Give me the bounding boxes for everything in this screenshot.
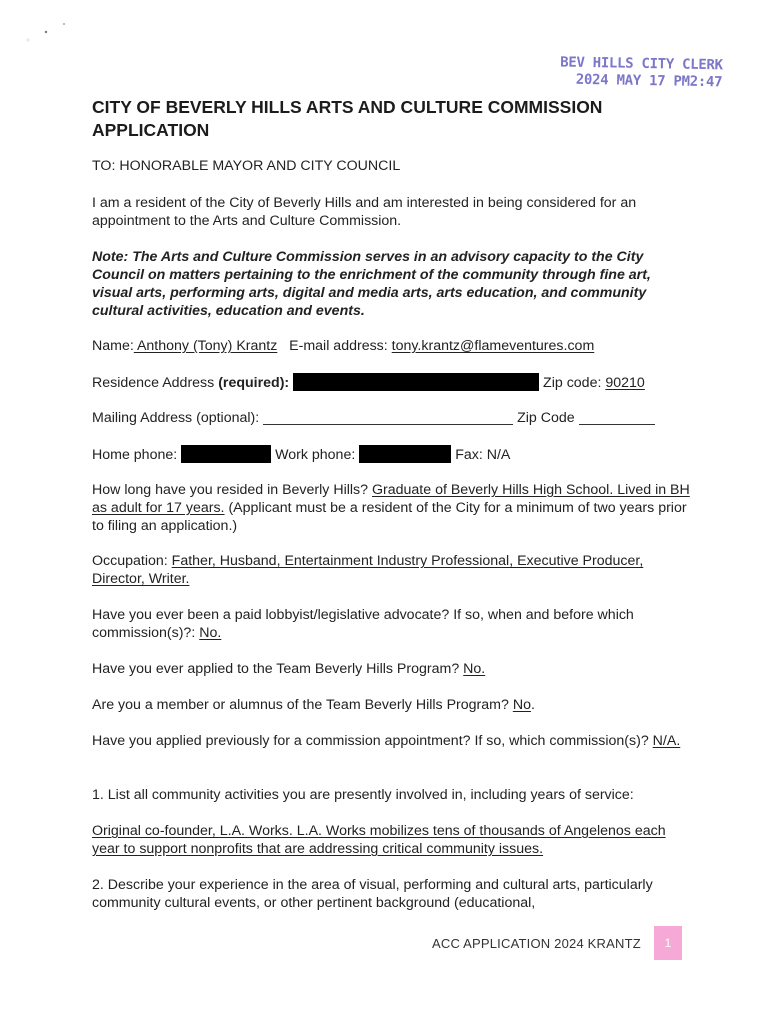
home-phone-redaction: [181, 445, 271, 463]
residence-required: (required):: [218, 375, 290, 391]
email-value: tony.krantz@flameventures.com: [391, 338, 595, 354]
residency-question: How long have you resided in Beverly Hills?: [92, 482, 369, 498]
scan-specks: [20, 10, 80, 50]
residence-row: [92, 373, 692, 392]
lobbyist-answer: No.: [199, 625, 222, 641]
previous-answer: N/A.: [652, 733, 681, 749]
title-line-1: CITY OF BEVERLY HILLS ARTS AND CULTURE COMMISSION: [92, 97, 603, 117]
page-title: [92, 96, 692, 142]
page-number-tab: 1: [654, 926, 682, 960]
fax-label: Fax: N/A: [455, 447, 511, 463]
residency-note: (Applicant must be a resident of the City for a minimum of two years prior to filing an application.): [92, 500, 687, 534]
intro-paragraph: I am a resident of the City of Beverly Hills and am interested in being considered for an appointment to the Arts and Culture Commission.: [92, 195, 637, 229]
footer-label: ACC APPLICATION 2024 KRANTZ: [432, 936, 641, 951]
occupation-label: Occupation:: [92, 553, 168, 569]
mailing-label: Mailing Address (optional):: [92, 410, 260, 426]
team-member-answer: No: [512, 697, 531, 713]
team-applied-question: Have you ever applied to the Team Beverly Hills Program?: [92, 661, 460, 677]
home-phone-label: Home phone:: [92, 447, 178, 463]
name-value: Anthony (Tony) Krantz: [133, 338, 278, 354]
work-phone-label: Work phone:: [275, 447, 356, 463]
occupation-paragraph: [92, 552, 692, 588]
received-stamp: [560, 55, 731, 92]
previous-paragraph: [92, 732, 692, 750]
note-paragraph: Note: The Arts and Culture Commission serves in an advisory capacity to the City Council on matters pertaining to the enrichment of the community through fine art, visual arts, performing arts, digital and media arts, arts education, and community cultural activities, education and events.: [92, 249, 651, 319]
zip-label: Zip code:: [543, 375, 602, 391]
residence-label: Residence Address: [92, 375, 215, 391]
title-line-2: APPLICATION: [92, 120, 210, 140]
mailing-row: [92, 409, 692, 427]
team-member-paragraph: [92, 696, 692, 714]
mailing-zip-blank: [579, 410, 655, 425]
previous-question: Have you applied previously for a commission appointment? If so, which commission(s)?: [92, 733, 649, 749]
mailing-zip-label: Zip Code: [517, 410, 575, 426]
stamp-line-datetime: 2024 MAY 17 PM2:47: [575, 71, 723, 91]
team-applied-paragraph: [92, 660, 692, 678]
team-applied-answer: No.: [463, 661, 486, 677]
email-label: E-mail address:: [289, 338, 388, 354]
mailing-blank: [263, 410, 513, 425]
zip-value: 90210: [605, 375, 645, 391]
lobbyist-paragraph: [92, 606, 692, 642]
question-2: 2. Describe your experience in the area of visual, performing and cultural arts, particularly community cultural events, or other pertinent background (educational,: [92, 877, 653, 911]
phone-row: [92, 445, 692, 464]
stamp-line-clerk: BEV HILLS CITY CLERK: [560, 54, 723, 74]
occupation-value: Father, Husband, Entertainment Industry Professional, Executive Producer, Director, Writer.: [92, 553, 644, 587]
residency-paragraph: [92, 481, 692, 535]
name-email-row: [92, 337, 692, 355]
question-1: 1. List all community activities you are presently involved in, including years of service:: [92, 787, 634, 803]
residency-answer: Graduate of Beverly Hills High School. Lived in BH as adult for 17 years.: [92, 482, 690, 516]
question-1-answer: Original co-founder, L.A. Works. L.A. Works mobilizes tens of thousands of Angelenos each year to support nonprofits that are addressing critical community issues.: [92, 823, 666, 857]
residence-redaction: [293, 373, 539, 391]
team-member-question: Are you a member or alumnus of the Team Beverly Hills Program?: [92, 697, 509, 713]
name-label: Name:: [92, 338, 134, 354]
addressee-line: TO: HONORABLE MAYOR AND CITY COUNCIL: [92, 158, 401, 174]
lobbyist-question: Have you ever been a paid lobbyist/legislative advocate? If so, when and before which commission(s)?:: [92, 607, 634, 641]
work-phone-redaction: [359, 445, 451, 463]
team-member-period: .: [530, 697, 535, 713]
